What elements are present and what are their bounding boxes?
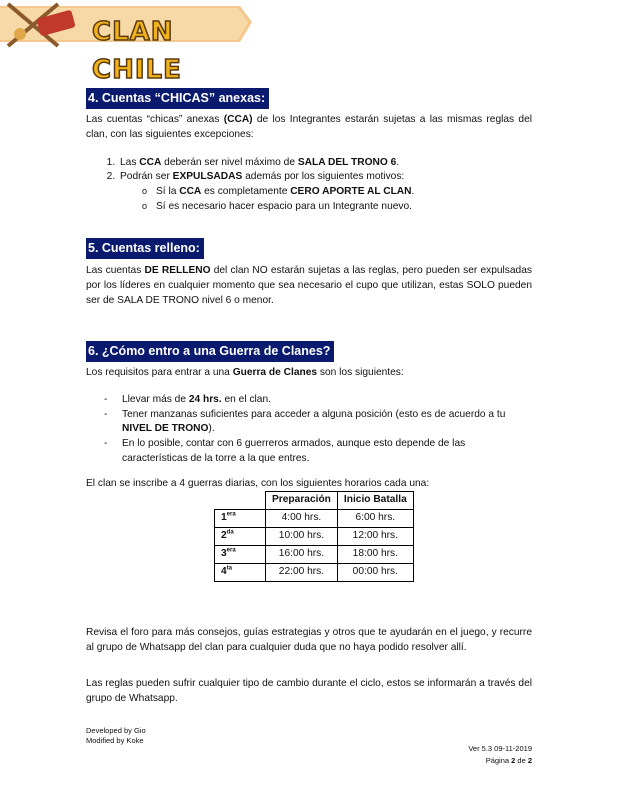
- requirements-list: [86, 393, 532, 467]
- forum-paragraph: Revisa el foro para más consejos, guías estrategias y otros que te ayudarán en el juego, y recurre al grupo de Whatsapp del clan para cualquier duda que no haya podido resolver allí.: [86, 627, 532, 653]
- section-6-body: [86, 366, 532, 491]
- section-4: [86, 88, 532, 109]
- section-4-body: [86, 113, 532, 215]
- section-5: [86, 238, 532, 259]
- table-cell: 6:00 hrs.: [337, 510, 413, 528]
- table-corner: [215, 492, 266, 510]
- list-item: - Llevar más de 24 hrs. en el clan.: [86, 393, 532, 408]
- table-row: [215, 564, 414, 582]
- column-header: Inicio Batalla: [337, 492, 413, 510]
- column-header: Preparación: [266, 492, 338, 510]
- section-5-text: Las cuentas DE RELLENO del clan NO estarán sujetas a las reglas, pero pueden ser expulsadas por los líderes en cualquier momento que sea necesario el cupo que utilizan, estas SOLO pueden ser de SALA DE TRONO nivel 6 o menor.: [86, 265, 532, 306]
- section-4-heading: 4. Cuentas “CHICAS” anexas:: [86, 88, 269, 109]
- table-cell: 12:00 hrs.: [337, 528, 413, 546]
- table-row: [215, 546, 414, 564]
- section-4-intro: Las cuentas “chicas” anexas (CCA) de los Integrantes estarán sujetas a las mismas reglas del clan, con las siguientes excepciones:: [86, 114, 532, 140]
- table-cell: 16:00 hrs.: [266, 546, 338, 564]
- table-row: [215, 528, 414, 546]
- section-6-heading: 6. ¿Cómo entro a una Guerra de Clanes?: [86, 341, 334, 362]
- section-4-sublist: [120, 185, 532, 215]
- section-5-heading: 5. Cuentas relleno:: [86, 238, 204, 259]
- list-item: 1. Las CCA deberán ser nivel máximo de SALA DEL TRONO 6.: [118, 156, 532, 171]
- header-banner: [0, 0, 260, 85]
- modified-by: Modified by Koke: [86, 736, 144, 746]
- version-text: Ver 5.3 09-11-2019: [468, 744, 532, 753]
- page-number: Página 2 de 2: [485, 756, 532, 765]
- table-header-row: [215, 492, 414, 510]
- section-6-intro: Los requisitos para entrar a una Guerra de Clanes son los siguientes:: [86, 367, 404, 378]
- section-6: [86, 341, 532, 362]
- table-cell: 18:00 hrs.: [337, 546, 413, 564]
- footer-version: [468, 743, 532, 767]
- section-4-list: [86, 156, 532, 215]
- schedule-table: [214, 491, 414, 582]
- row-label: $4^{ta}$: [215, 564, 266, 582]
- list-item: 2. Podrán ser EXPULSADAS además por los siguientes motivos: o Sí la CCA es completamente CERO APORTE AL CLAN. o Sí es necesario hacer espacio para un Integrante nuevo.: [118, 170, 532, 214]
- section-5-body: [86, 264, 532, 308]
- table-cell: 00:00 hrs.: [337, 564, 413, 582]
- table-row: [215, 510, 414, 528]
- list-item: - En lo posible, contar con 6 guerreros armados, aunque esto depende de las características de la torre a la que entres.: [86, 437, 532, 467]
- table-cell: 22:00 hrs.: [266, 564, 338, 582]
- table-cell: 4:00 hrs.: [266, 510, 338, 528]
- list-item: o Sí es necesario hacer espacio para un Integrante nuevo.: [142, 200, 532, 215]
- row-label: $3^{era}$: [215, 546, 266, 564]
- closing-forum: [86, 626, 532, 656]
- list-item: - Tener manzanas suficientes para acceder a alguna posición (esto es de acuerdo a tu NIVEL DE TRONO).: [86, 408, 532, 438]
- row-label: $1^{era}$: [215, 510, 266, 528]
- row-label: $2^{da}$: [215, 528, 266, 546]
- changes-paragraph: Las reglas pueden sufrir cualquier tipo de cambio durante el ciclo, estos se informarán a través del grupo de Whatsapp.: [86, 678, 532, 704]
- developed-by: Developed by Gio: [86, 726, 146, 735]
- table-cell: 10:00 hrs.: [266, 528, 338, 546]
- list-item: o Sí la CCA es completamente CERO APORTE AL CLAN.: [142, 185, 532, 200]
- schedule-intro: El clan se inscribe a 4 guerras diarias, con los siguientes horarios cada una:: [86, 477, 430, 489]
- closing-changes: [86, 677, 532, 707]
- logo-text: CLAN CHILE: [92, 17, 182, 85]
- footer-credits: [86, 726, 146, 746]
